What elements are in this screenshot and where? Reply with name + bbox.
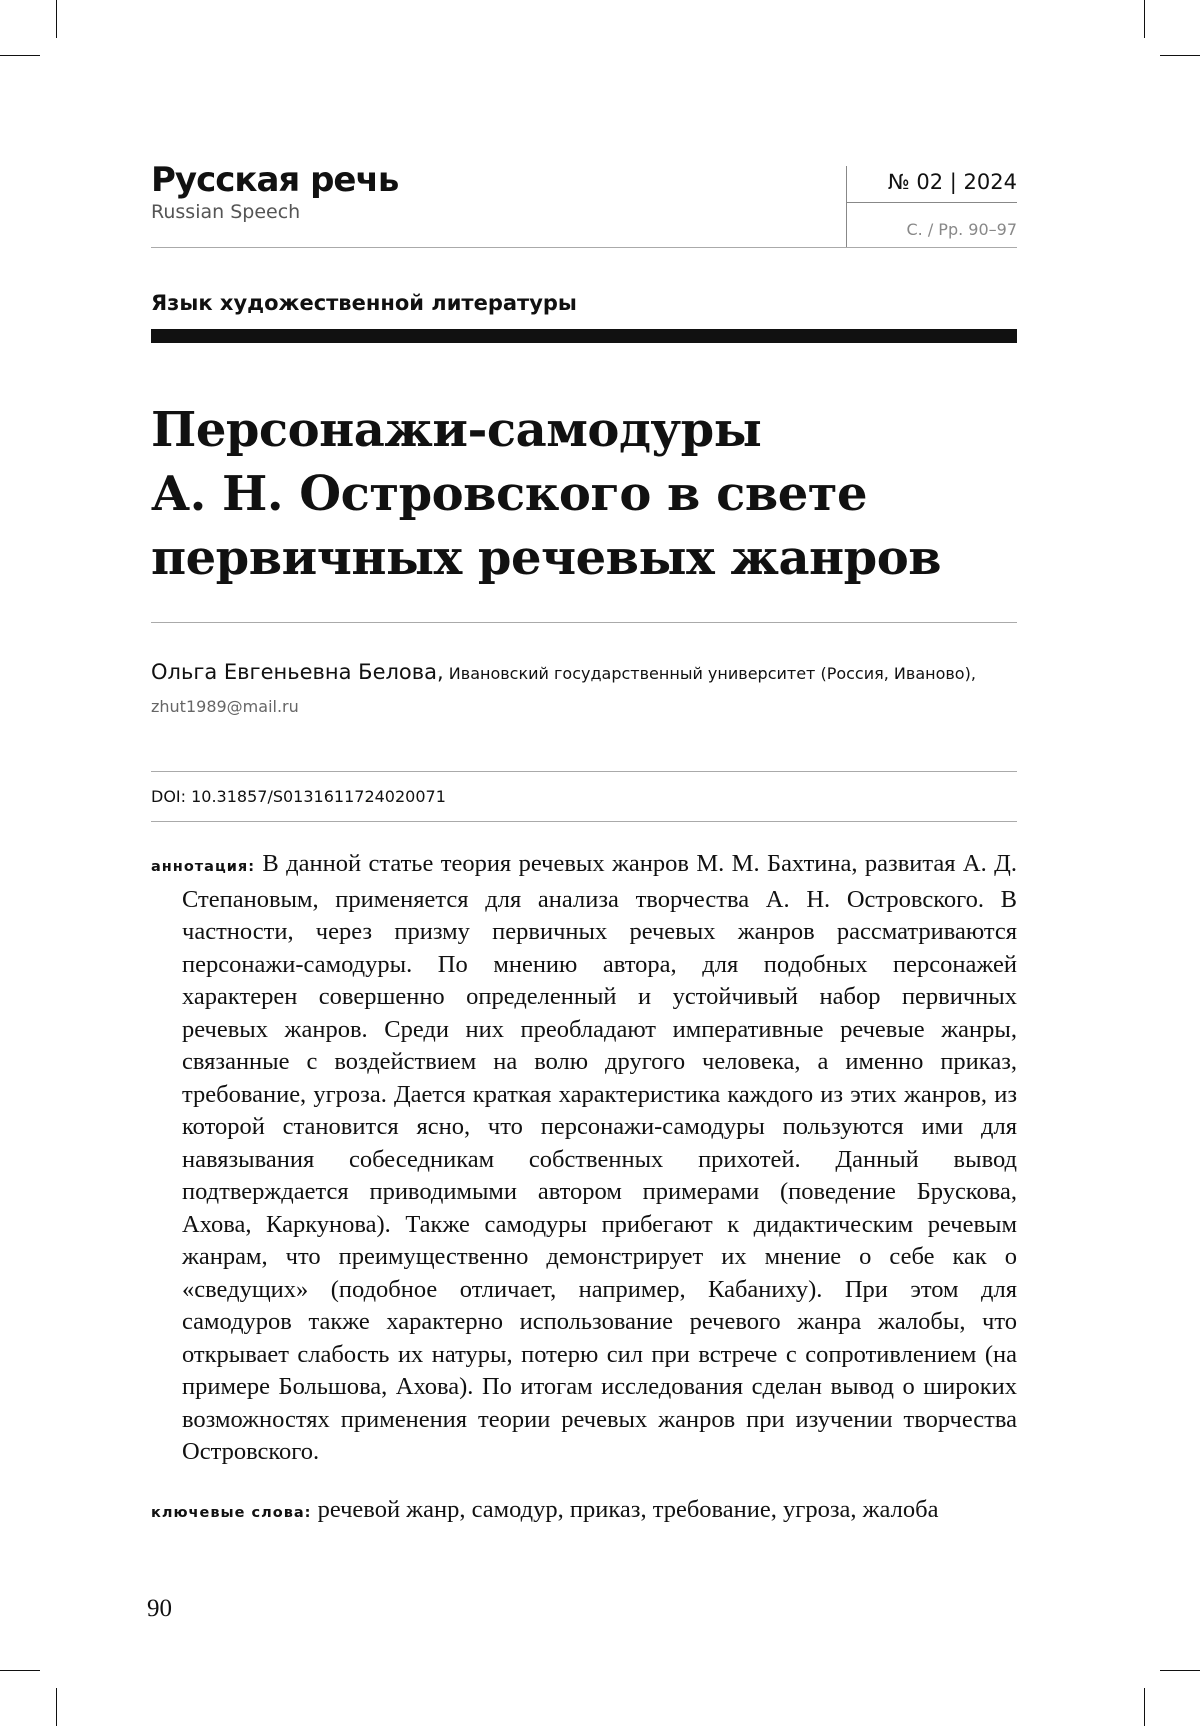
crop-mark <box>56 0 57 38</box>
keywords <box>151 1494 1017 1530</box>
author-line <box>151 660 1017 684</box>
crop-mark <box>1144 0 1145 38</box>
author-affiliation: Ивановский государственный университет (Россия, Иваново), <box>443 664 976 683</box>
crop-mark <box>1160 55 1200 56</box>
header-midline <box>846 202 1017 203</box>
abstract-label: аннотация: <box>151 859 255 875</box>
section-heading: Язык художественной литературы <box>151 291 577 315</box>
doi[interactable]: DOI: 10.31857/S0131611724020071 <box>151 787 446 806</box>
author-email[interactable]: zhut1989@mail.ru <box>151 697 299 716</box>
author-name: Ольга Евгеньевна Белова, <box>151 660 444 684</box>
page-range: С. / Pp. 90–97 <box>906 220 1017 239</box>
crop-mark <box>0 55 40 56</box>
title-line: Персонажи-самодуры <box>151 402 762 458</box>
title-line: первичных речевых жанров <box>151 530 942 586</box>
keywords-text: речевой жанр, самодур, приказ, требование, угроза, жалоба <box>317 1496 939 1523</box>
section-bar <box>151 329 1017 343</box>
doi-rule-bottom <box>151 821 1017 822</box>
title-rule <box>151 622 1017 623</box>
header-rule <box>151 247 1017 248</box>
journal-subtitle: Russian Speech <box>151 201 301 223</box>
doi-rule-top <box>151 771 1017 772</box>
journal-header <box>151 160 1017 248</box>
crop-mark <box>56 1688 57 1726</box>
page-number: 90 <box>147 1595 172 1622</box>
keywords-label: ключевые слова: <box>151 1505 312 1521</box>
abstract <box>151 848 1017 1469</box>
article-title <box>151 398 1017 590</box>
journal-title: Русская речь <box>151 160 399 200</box>
title-line: А. Н. Островского в свете <box>151 466 868 522</box>
issue-number: № 02 | 2024 <box>887 170 1017 194</box>
crop-mark <box>1160 1670 1200 1671</box>
crop-mark <box>0 1670 40 1671</box>
abstract-text: В данной статье теория речевых жанров М. М. Бахтина, развитая А. Д. Степановым, применяется для анализа творчества А. Н. Островского. В частности, через призму первичных речевых жанров рассматриваются персонажи-самодуры. По мнению автора, для подобных персонажей характерен совершенно определенный и устойчивый набор первичных речевых жанров. Среди них преобладают императивные речевые жанры, связанные с воздействием на волю другого человека, а именно приказ, требование, угроза. Дается краткая характеристика каждого из этих жанров, из которой становится ясно, что персонажи-самодуры пользуются ими для навязывания собеседникам собственных прихотей. Данный вывод подтверждается приводимыми автором примерами (поведение Брускова, Ахова, Каркунова). Также самодуры прибегают к дидактическим речевым жанрам, что преимущественно демонстрирует их мнение о себе как о «сведущих» (подобное отличает, например, Кабаниху). При этом для самодуров также характерно использование речевого жанра жалобы, что открывает слабость их натуры, потерю сил при встрече с сопротивлением (на примере Большова, Ахова). По итогам исследования сделан вывод о широких возможностях применения теории речевых жанров при изучении творчества Островского. <box>182 850 1017 1465</box>
header-divider <box>846 166 847 248</box>
crop-mark <box>1144 1688 1145 1726</box>
